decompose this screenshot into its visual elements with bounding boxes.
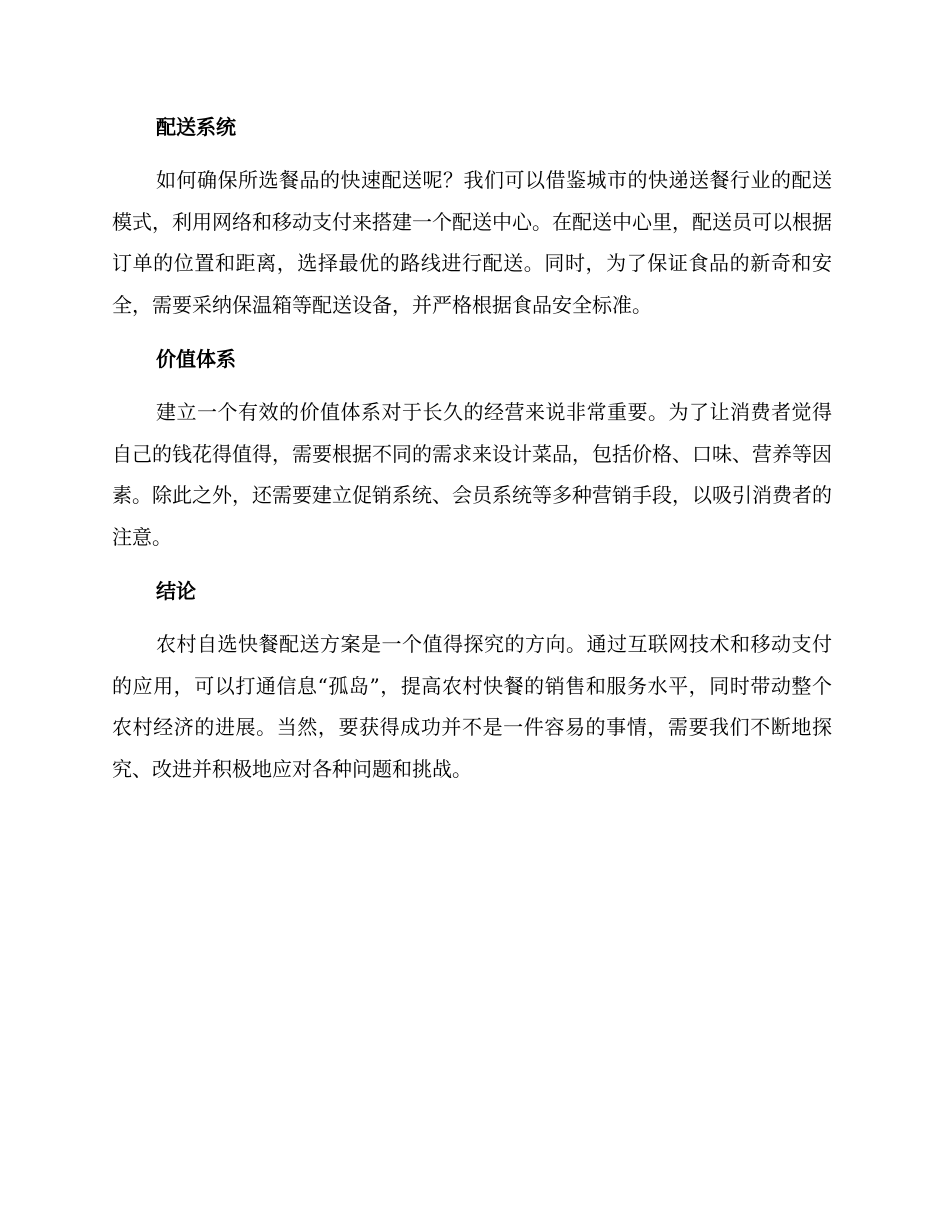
- section-conclusion: [112, 570, 832, 790]
- section-heading: 价值体系: [156, 347, 236, 371]
- section-heading: 配送系统: [156, 115, 236, 139]
- section-heading: 结论: [156, 579, 196, 603]
- spacer: [112, 612, 832, 624]
- spacer: [112, 380, 832, 392]
- section-paragraph: 如何确保所选餐品的快速配送呢？我们可以借鉴城市的快递送餐行业的配送模式，利用网络和移动支付来搭建一个配送中心。在配送中心里，配送员可以根据订单的位置和距离，选择最优的路线进行配送。同时，为了保证食品的新奇和安全，需要采纳保温箱等配送设备，并严格根据食品安全标准。: [112, 168, 832, 317]
- section-paragraph: 农村自选快餐配送方案是一个值得探究的方向。通过互联网技术和移动支付的应用，可以打通信息“孤岛”，提高农村快餐的销售和服务水平，同时带动整个农村经济的进展。当然，要获得成功并不是一件容易的事情，需要我们不断地探究、改进并积极地应对各种问题和挑战。: [112, 632, 832, 781]
- document-content: [112, 106, 832, 802]
- spacer: [112, 148, 832, 160]
- section-value-system: [112, 338, 832, 558]
- section-paragraph: 建立一个有效的价值体系对于长久的经营来说非常重要。为了让消费者觉得自己的钱花得值得，需要根据不同的需求来设计菜品，包括价格、口味、营养等因素。除此之外，还需要建立促销系统、会员系统等多种营销手段，以吸引消费者的注意。: [112, 400, 832, 549]
- section-delivery-system: [112, 106, 832, 326]
